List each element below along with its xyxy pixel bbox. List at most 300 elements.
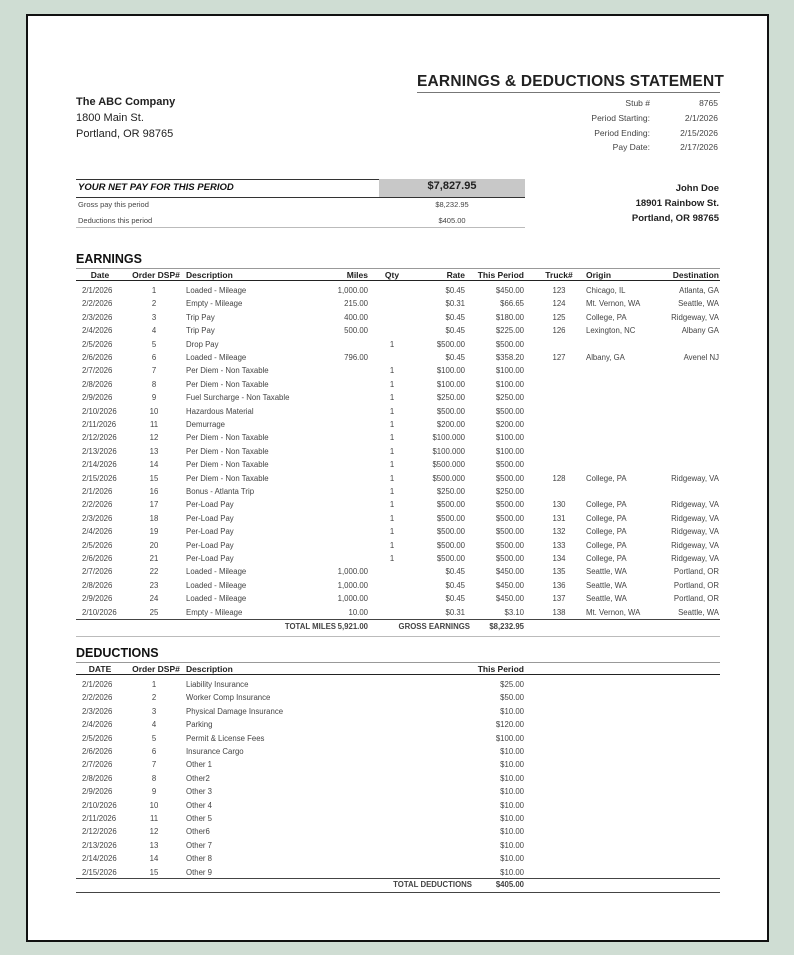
cell-order: 10: [149, 406, 159, 416]
cell-description: Loaded - Mileage: [186, 580, 247, 590]
cell-description: Physical Damage Insurance: [186, 706, 284, 716]
cell-rate: $0.31: [445, 299, 465, 309]
cell-rate: $0.45: [445, 594, 465, 604]
cell-this-period: $500.00: [495, 554, 524, 563]
cell-date: 2/1/2026: [82, 286, 113, 295]
net-pay-bottom-rule: [76, 197, 525, 198]
cell-this-period: $200.00: [495, 420, 524, 429]
cell-destination: Atlanta, GA: [679, 286, 719, 295]
col-header-order: Order DSP#: [132, 270, 180, 280]
deductions-bottom-rule: [76, 892, 720, 893]
table-row: [76, 745, 720, 758]
col-header-qty: Qty: [384, 270, 400, 280]
table-row: [76, 512, 720, 525]
cell-description: Trip Pay: [186, 326, 215, 336]
cell-this-period: $100.00: [495, 733, 524, 743]
cell-destination: Seattle, WA: [678, 607, 719, 617]
stub-number-value: 8765: [699, 98, 718, 108]
table-row: [76, 431, 720, 444]
cell-order: 5: [151, 339, 157, 349]
cell-miles: 400.00: [344, 312, 368, 322]
cell-order: 7: [151, 760, 157, 770]
deductions-total-row: [76, 878, 720, 892]
cell-this-period: $10.00: [500, 773, 524, 783]
cell-this-period: $100.00: [495, 433, 524, 443]
cell-order: 23: [149, 580, 159, 590]
table-row: [76, 284, 720, 297]
cell-origin: College, PA: [586, 473, 627, 483]
deductions-period-amount: $405.00: [438, 216, 466, 225]
cell-order: 20: [149, 540, 159, 550]
cell-qty: 1: [389, 420, 395, 429]
cell-rate: $100.000: [432, 446, 465, 456]
cell-order: 12: [149, 433, 159, 443]
cell-order: 2: [151, 693, 157, 703]
cell-order: 13: [149, 446, 159, 456]
cell-this-period: $500.00: [495, 500, 524, 510]
cell-truck: 136: [552, 580, 566, 590]
cell-order: 11: [149, 814, 159, 823]
cell-this-period: $100.00: [495, 366, 524, 376]
cell-origin: Seattle, WA: [586, 567, 627, 577]
cell-description: Other6: [186, 827, 210, 837]
cell-destination: Ridgeway, VA: [671, 554, 719, 563]
cell-order: 10: [149, 800, 159, 810]
cell-truck: 123: [552, 286, 566, 295]
cell-this-period: $500.00: [495, 473, 524, 483]
cell-date: 2/2/2026: [82, 299, 113, 309]
cell-this-period: $358.20: [495, 353, 524, 362]
table-row: [76, 445, 720, 458]
cell-rate: $0.45: [445, 312, 465, 322]
table-row: [76, 758, 720, 771]
employee-address-line2: Portland, OR 98765: [631, 213, 719, 224]
cell-order: 21: [149, 554, 159, 563]
cell-origin: Seattle, WA: [586, 580, 627, 590]
cell-order: 5: [151, 733, 157, 743]
cell-description: Per-Load Pay: [186, 540, 234, 550]
company-name: The ABC Company: [76, 96, 176, 108]
cell-description: Demurrage: [186, 420, 225, 429]
table-row: [76, 812, 720, 825]
cell-rate: $0.45: [445, 326, 465, 336]
table-row: [76, 772, 720, 785]
cell-date: 2/3/2026: [82, 706, 113, 716]
cell-this-period: $3.10: [504, 607, 524, 617]
cell-rate: $200.00: [436, 420, 465, 429]
table-row: [76, 592, 720, 605]
cell-destination: Portland, OR: [673, 567, 719, 577]
cell-truck: 138: [552, 607, 566, 617]
cell-order: 11: [149, 420, 159, 429]
cell-rate: $500.000: [432, 473, 465, 483]
col-header-order: Order DSP#: [132, 664, 180, 674]
cell-date: 2/13/2026: [82, 840, 117, 850]
cell-date: 2/15/2026: [82, 473, 117, 483]
table-row: [76, 391, 720, 404]
col-header-miles: Miles: [346, 270, 368, 280]
company-address-line1: 1800 Main St.: [76, 112, 144, 124]
col-header-rate: Rate: [446, 270, 465, 280]
cell-rate: $500.00: [436, 527, 465, 537]
cell-miles: 1,000.00: [337, 567, 368, 577]
cell-destination: Albany GA: [681, 326, 719, 336]
cell-qty: 1: [389, 393, 395, 403]
table-row: [76, 418, 720, 431]
cell-description: Loaded - Mileage: [186, 594, 247, 604]
cell-qty: 1: [389, 500, 395, 510]
table-row: [76, 579, 720, 592]
cell-date: 2/12/2026: [82, 433, 117, 443]
table-row: [76, 364, 720, 377]
cell-rate: $0.45: [445, 567, 465, 577]
cell-date: 2/12/2026: [82, 827, 117, 837]
stub-number-label: Stub #: [625, 98, 650, 108]
cell-date: 2/5/2026: [82, 540, 113, 550]
cell-description: Per Diem - Non Taxable: [186, 446, 269, 456]
cell-truck: 133: [552, 540, 566, 550]
cell-qty: 1: [389, 513, 395, 523]
cell-this-period: $500.00: [495, 513, 524, 523]
cell-order: 3: [151, 706, 157, 716]
cell-date: 2/4/2026: [82, 326, 113, 336]
col-header-description: Description: [186, 270, 233, 280]
cell-this-period: $66.65: [500, 299, 524, 309]
cell-rate: $100.00: [436, 379, 465, 389]
cell-truck: 127: [552, 353, 566, 362]
cell-this-period: $10.00: [500, 747, 524, 756]
table-row: [76, 472, 720, 485]
cell-date: 2/1/2026: [82, 487, 113, 496]
cell-date: 2/14/2026: [82, 854, 117, 864]
cell-description: Other 9: [186, 867, 213, 877]
cell-truck: 132: [552, 527, 566, 537]
cell-miles: 10.00: [348, 607, 368, 617]
cell-order: 25: [149, 607, 159, 617]
cell-description: Per Diem - Non Taxable: [186, 366, 269, 376]
cell-this-period: $100.00: [495, 379, 524, 389]
table-row: [76, 338, 720, 351]
table-row: [76, 852, 720, 865]
cell-date: 2/10/2026: [82, 800, 117, 810]
cell-qty: 1: [389, 339, 395, 349]
cell-order: 3: [151, 312, 157, 322]
cell-description: Per Diem - Non Taxable: [186, 433, 269, 443]
cell-date: 2/9/2026: [82, 594, 113, 604]
cell-order: 14: [149, 460, 159, 470]
table-row: [76, 678, 720, 691]
period-ending-value: 2/15/2026: [680, 128, 718, 138]
cell-destination: Portland, OR: [673, 580, 719, 590]
table-row: [76, 539, 720, 552]
gross-earnings-value: $8,232.95: [489, 622, 524, 631]
cell-order: 15: [149, 867, 159, 877]
cell-description: Fuel Surcharge - Non Taxable: [186, 393, 290, 403]
cell-description: Worker Comp Insurance: [186, 693, 271, 703]
cell-origin: College, PA: [586, 513, 627, 523]
statement-page: [26, 14, 769, 942]
cell-rate: $100.00: [436, 366, 465, 376]
period-starting-value: 2/1/2026: [684, 113, 718, 123]
cell-truck: 131: [552, 513, 566, 523]
cell-order: 9: [151, 787, 157, 797]
cell-this-period: $50.00: [500, 693, 524, 703]
table-row: [76, 565, 720, 578]
cell-this-period: $250.00: [495, 487, 524, 496]
cell-description: Other 5: [186, 814, 213, 823]
cell-this-period: $10.00: [500, 827, 524, 837]
earnings-bottom-rule: [76, 636, 720, 637]
cell-origin: College, PA: [586, 500, 627, 510]
gross-pay-label: Gross pay this period: [78, 200, 149, 209]
cell-order: 15: [149, 473, 159, 483]
total-miles-value: 5,921.00: [337, 622, 368, 631]
col-header-this-period: This Period: [477, 664, 524, 674]
cell-date: 2/3/2026: [82, 312, 113, 322]
col-header-truck: Truck#: [545, 270, 573, 280]
cell-destination: Ridgeway, VA: [671, 473, 719, 483]
cell-description: Hazardous Material: [186, 406, 254, 416]
deductions-period-label: Deductions this period: [78, 216, 153, 225]
cell-description: Trip Pay: [186, 312, 215, 322]
period-ending-label: Period Ending:: [594, 128, 650, 138]
cell-this-period: $500.00: [495, 460, 524, 470]
col-header-destination: Destination: [672, 270, 719, 280]
cell-order: 7: [151, 366, 157, 376]
cell-description: Permit & License Fees: [186, 733, 265, 743]
cell-description: Loaded - Mileage: [186, 353, 247, 362]
cell-truck: 128: [552, 473, 566, 483]
cell-destination: Ridgeway, VA: [671, 527, 719, 537]
cell-description: Per Diem - Non Taxable: [186, 460, 269, 470]
cell-date: 2/2/2026: [82, 500, 113, 510]
cell-description: Liability Insurance: [186, 680, 249, 689]
col-header-this-period: This Period: [477, 270, 524, 280]
cell-date: 2/7/2026: [82, 760, 113, 770]
cell-destination: Avenel NJ: [683, 353, 719, 362]
cell-order: 4: [151, 326, 157, 336]
cell-description: Other 1: [186, 760, 213, 770]
cell-rate: $500.000: [432, 460, 465, 470]
cell-order: 19: [149, 527, 159, 537]
cell-date: 2/7/2026: [82, 366, 113, 376]
table-row: [76, 866, 720, 879]
total-deductions-value: $405.00: [495, 880, 524, 889]
cell-this-period: $500.00: [495, 406, 524, 416]
cell-order: 4: [151, 720, 157, 730]
earnings-header-row: [76, 268, 720, 281]
period-starting-label: Period Starting:: [591, 113, 650, 123]
gross-earnings-label: GROSS EARNINGS: [398, 622, 470, 631]
cell-order: 17: [149, 500, 159, 510]
cell-this-period: $450.00: [495, 594, 524, 604]
table-row: [76, 498, 720, 511]
cell-order: 6: [151, 353, 157, 362]
cell-truck: 137: [552, 594, 566, 604]
cell-this-period: $500.00: [495, 339, 524, 349]
cell-rate: $500.00: [436, 554, 465, 563]
cell-truck: 126: [552, 326, 566, 336]
cell-qty: 1: [389, 554, 395, 563]
cell-origin: Albany, GA: [586, 353, 625, 362]
cell-miles: 1,000.00: [337, 286, 368, 295]
cell-description: Drop Pay: [186, 339, 219, 349]
cell-order: 16: [149, 487, 159, 496]
cell-order: 6: [151, 747, 157, 756]
cell-order: 1: [151, 680, 157, 689]
pay-date-label: Pay Date:: [612, 142, 650, 152]
cell-rate: $500.00: [436, 339, 465, 349]
cell-description: Parking: [186, 720, 213, 730]
cell-date: 2/6/2026: [82, 747, 113, 756]
cell-description: Bonus - Atlanta Trip: [186, 487, 255, 496]
total-miles-label: TOTAL MILES: [284, 622, 336, 631]
table-row: [76, 485, 720, 498]
cell-order: 8: [151, 773, 157, 783]
cell-description: Per-Load Pay: [186, 513, 234, 523]
table-row: [76, 732, 720, 745]
cell-qty: 1: [389, 406, 395, 416]
table-row: [76, 799, 720, 812]
cell-miles: 500.00: [344, 326, 368, 336]
cell-date: 2/3/2026: [82, 513, 113, 523]
cell-this-period: $450.00: [495, 286, 524, 295]
cell-destination: Ridgeway, VA: [671, 500, 719, 510]
cell-date: 2/4/2026: [82, 527, 113, 537]
cell-this-period: $100.00: [495, 446, 524, 456]
table-row: [76, 311, 720, 324]
cell-rate: $0.45: [445, 580, 465, 590]
cell-truck: 125: [552, 312, 566, 322]
cell-date: 2/8/2026: [82, 379, 113, 389]
cell-description: Insurance Cargo: [186, 747, 244, 756]
cell-destination: Portland, OR: [673, 594, 719, 604]
table-row: [76, 691, 720, 704]
cell-destination: Ridgeway, VA: [671, 540, 719, 550]
col-header-date: Date: [90, 270, 110, 280]
cell-origin: Chicago, IL: [586, 286, 626, 295]
cell-miles: 215.00: [344, 299, 368, 309]
cell-rate: $500.00: [436, 513, 465, 523]
cell-date: 2/6/2026: [82, 353, 113, 362]
cell-description: Other 3: [186, 787, 213, 797]
cell-qty: 1: [389, 487, 395, 496]
cell-origin: College, PA: [586, 554, 627, 563]
cell-date: 2/9/2026: [82, 787, 113, 797]
col-header-description: Description: [186, 664, 233, 674]
cell-this-period: $10.00: [500, 867, 524, 877]
cell-description: Per Diem - Non Taxable: [186, 473, 269, 483]
cell-miles: 1,000.00: [337, 594, 368, 604]
employee-address-line1: 18901 Rainbow St.: [635, 198, 719, 209]
cell-truck: 124: [552, 299, 566, 309]
cell-this-period: $10.00: [500, 800, 524, 810]
company-address-line2: Portland, OR 98765: [76, 128, 174, 140]
table-row: [76, 351, 720, 364]
cell-date: 2/7/2026: [82, 567, 113, 577]
cell-order: 22: [149, 567, 159, 577]
gross-pay-amount: $8,232.95: [435, 200, 469, 209]
cell-description: Other2: [186, 773, 210, 783]
cell-origin: Mt. Vernon, WA: [586, 299, 641, 309]
net-pay-amount: $7,827.95: [427, 180, 477, 192]
cell-origin: Lexington, NC: [586, 326, 636, 336]
cell-rate: $0.45: [445, 353, 465, 362]
cell-this-period: $225.00: [495, 326, 524, 336]
cell-date: 2/10/2026: [82, 406, 117, 416]
cell-rate: $500.00: [436, 406, 465, 416]
cell-date: 2/11/2026: [82, 814, 117, 823]
cell-truck: 135: [552, 567, 566, 577]
cell-this-period: $10.00: [500, 840, 524, 850]
cell-date: 2/8/2026: [82, 773, 113, 783]
cell-order: 18: [149, 513, 159, 523]
cell-description: Per Diem - Non Taxable: [186, 379, 269, 389]
cell-this-period: $10.00: [500, 760, 524, 770]
cell-date: 2/11/2026: [82, 420, 117, 429]
cell-rate: $0.45: [445, 286, 465, 295]
cell-origin: Seattle, WA: [586, 594, 627, 604]
col-header-date: DATE: [88, 664, 112, 674]
cell-qty: 1: [389, 460, 395, 470]
earnings-section-title: EARNINGS: [76, 252, 142, 266]
cell-order: 9: [151, 393, 157, 403]
cell-this-period: $10.00: [500, 787, 524, 797]
cell-qty: 1: [389, 379, 395, 389]
cell-date: 2/6/2026: [82, 554, 113, 563]
cell-this-period: $10.00: [500, 854, 524, 864]
cell-rate: $500.00: [436, 500, 465, 510]
cell-this-period: $250.00: [495, 393, 524, 403]
cell-origin: College, PA: [586, 312, 627, 322]
cell-this-period: $25.00: [500, 680, 524, 689]
cell-order: 13: [149, 840, 159, 850]
cell-order: 8: [151, 379, 157, 389]
table-row: [76, 552, 720, 565]
cell-origin: College, PA: [586, 540, 627, 550]
cell-description: Other 4: [186, 800, 213, 810]
cell-description: Loaded - Mileage: [186, 286, 247, 295]
cell-this-period: $10.00: [500, 814, 524, 823]
cell-qty: 1: [389, 473, 395, 483]
cell-date: 2/5/2026: [82, 733, 113, 743]
table-row: [76, 458, 720, 471]
cell-date: 2/15/2026: [82, 867, 117, 877]
cell-this-period: $10.00: [500, 706, 524, 716]
cell-order: 14: [149, 854, 159, 864]
table-row: [76, 297, 720, 310]
cell-destination: Ridgeway, VA: [671, 312, 719, 322]
table-row: [76, 525, 720, 538]
cell-date: 2/1/2026: [82, 680, 113, 689]
cell-miles: 796.00: [344, 353, 368, 362]
cell-this-period: $450.00: [495, 567, 524, 577]
col-header-origin: Origin: [586, 270, 612, 280]
cell-rate: $250.00: [436, 487, 465, 496]
cell-rate: $0.31: [445, 607, 465, 617]
total-deductions-label: TOTAL DEDUCTIONS: [393, 880, 472, 889]
cell-qty: 1: [389, 527, 395, 537]
cell-date: 2/14/2026: [82, 460, 117, 470]
cell-order: 1: [151, 286, 157, 295]
table-row: [76, 825, 720, 838]
cell-rate: $250.00: [436, 393, 465, 403]
cell-description: Per-Load Pay: [186, 500, 234, 510]
table-row: [76, 378, 720, 391]
table-row: [76, 405, 720, 418]
deductions-section-title: DEDUCTIONS: [76, 646, 159, 660]
cell-description: Loaded - Mileage: [186, 567, 247, 577]
